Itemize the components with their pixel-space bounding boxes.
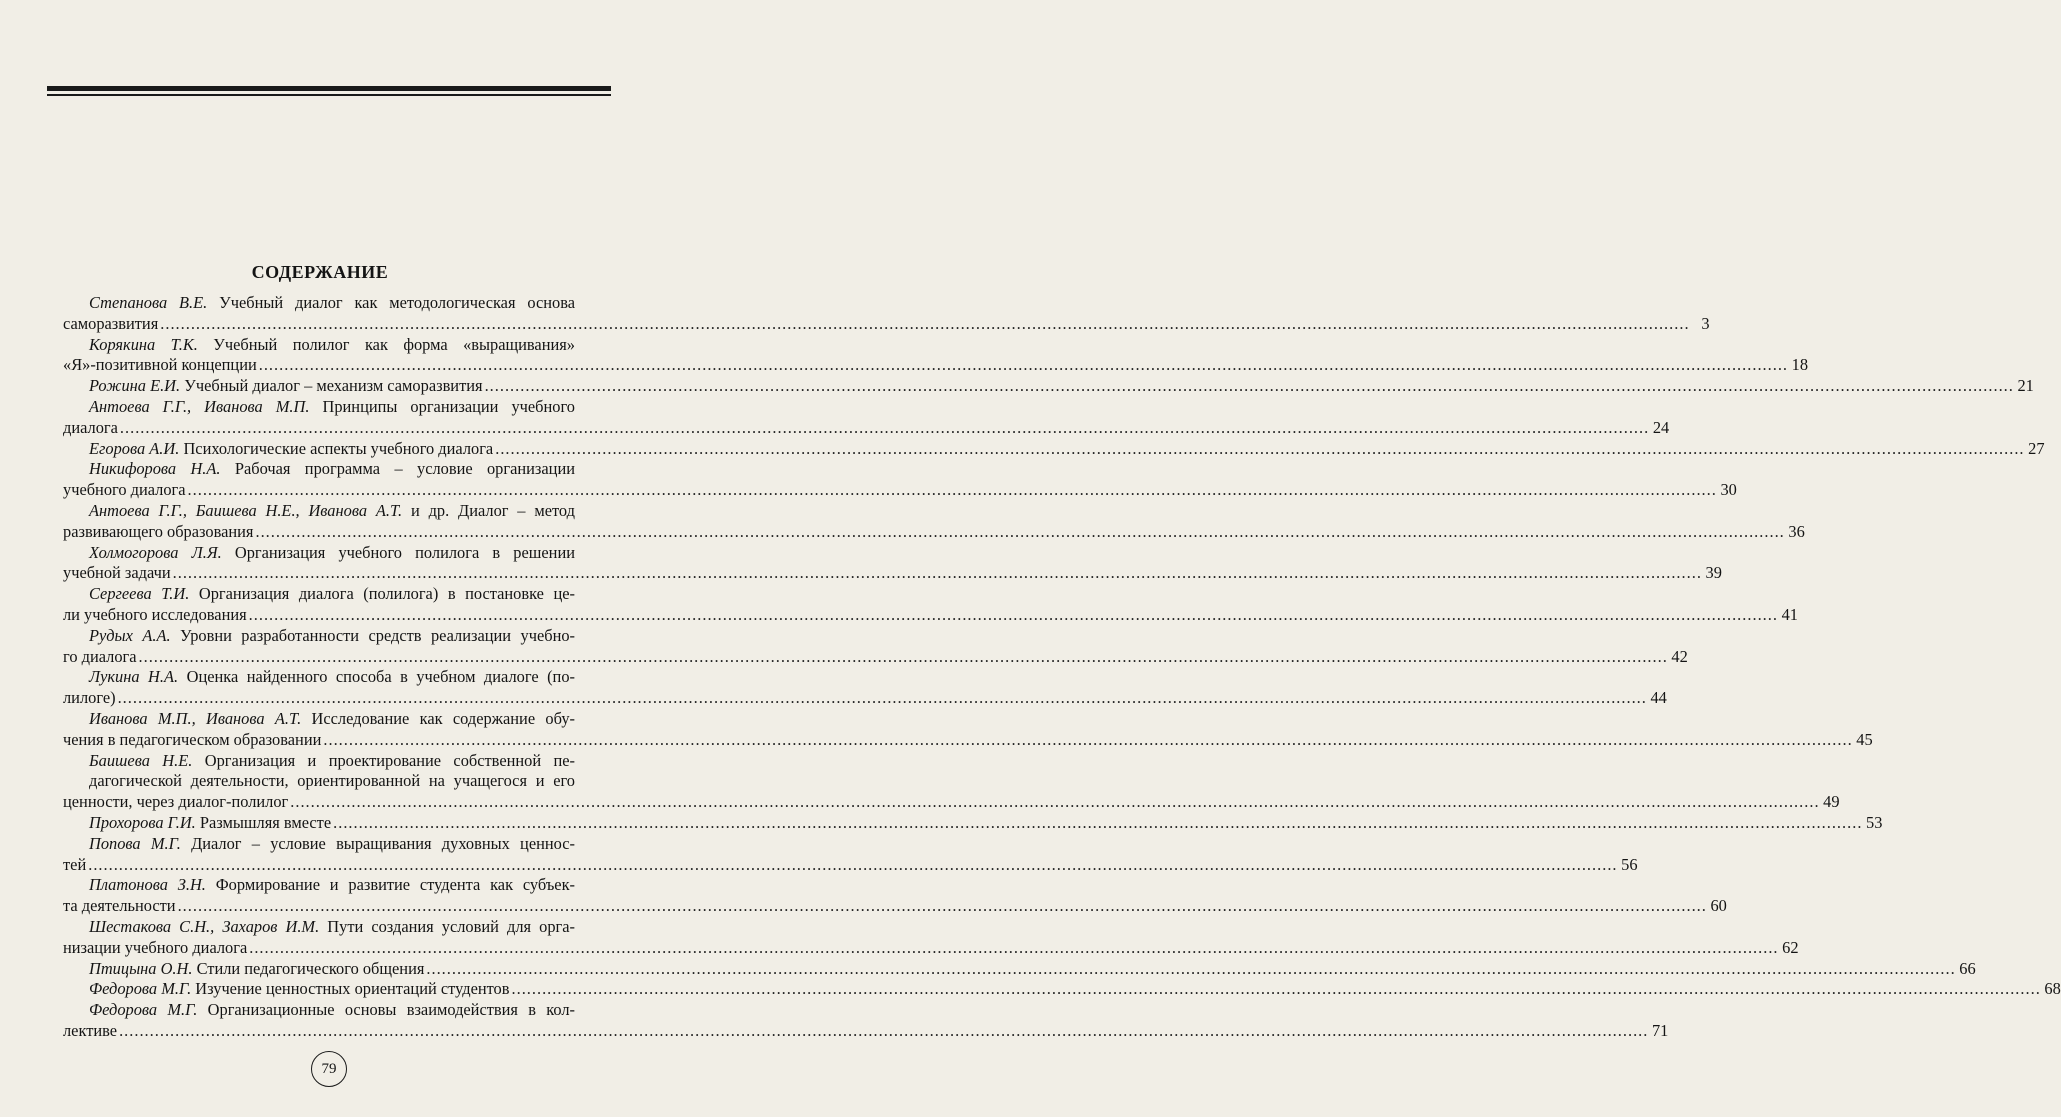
toc-entry-last-line (63, 958, 1976, 980)
toc-entry-line (63, 751, 575, 772)
toc-entry-text (63, 1021, 117, 1042)
toc-title-segment: Учебный диалог как методологическая основа (219, 293, 575, 312)
toc-page-number: 66 (1959, 958, 1976, 978)
toc-entry-last-line (63, 480, 1737, 501)
toc-title-segment: Учебный диалог – механизм саморазвития (184, 376, 483, 396)
toc-entry-line (63, 875, 575, 896)
toc-page-number: 62 (1782, 937, 1799, 957)
toc-author: Сергеева Т.И. (89, 584, 190, 604)
page-number-circle (311, 1051, 347, 1087)
toc-entry[interactable] (63, 500, 1805, 543)
toc-page-number: 56 (1621, 854, 1638, 874)
toc-page-number: 39 (1705, 563, 1722, 583)
toc-title-segment: и др. Диалог – метод (410, 500, 575, 520)
toc-entry-line (63, 543, 575, 564)
toc-author: Иванова М.П., Иванова А.Т. (89, 708, 302, 728)
toc-entry[interactable] (63, 396, 1670, 439)
toc-entry-last-line (63, 313, 1710, 335)
leader-dots: ............................................................................................................................................................................................................................................................................................................ (117, 688, 1647, 708)
toc-entry-text (63, 730, 321, 751)
toc-author: Рожина Е.И. (89, 376, 181, 396)
toc-entry-text (63, 522, 253, 543)
toc-entry-line (63, 834, 575, 855)
toc-title-segment: Рабочая программа – условие организации (234, 459, 575, 479)
toc-title-segment: учебного диалога (63, 480, 186, 500)
toc-page-number: 27 (2028, 438, 2045, 458)
toc-entry-line (63, 1000, 575, 1021)
toc-author: Егорова А.И. (89, 438, 180, 458)
toc-author: Попова М.Г. (89, 833, 181, 853)
toc-entry-last-line (63, 1020, 1669, 1042)
toc-entry[interactable] (63, 293, 1710, 335)
toc-entry-last-line (63, 937, 1799, 959)
toc-page-number: 45 (1856, 729, 1873, 749)
toc-entry-line (63, 709, 575, 730)
toc-author: Антоева Г.Г., Баишева Н.Е., Иванова А.Т. (89, 500, 403, 520)
page-number: 79 (321, 1060, 337, 1077)
toc-title-segment: Диалог – условие выращивания духовных ценнос- (191, 833, 575, 853)
leader-dots: ............................................................................................................................................................................................................................................................................................................ (172, 563, 1702, 583)
toc-page-number: 21 (2017, 376, 2034, 396)
toc-page-number: 44 (1650, 688, 1667, 708)
toc-title-segment: диалога (63, 417, 118, 437)
toc-entry-text (63, 314, 158, 335)
toc-entry-last-line (63, 521, 1805, 543)
toc-title-segment: ли учебного исследования (63, 604, 247, 624)
toc-author: Холмогорова Л.Я. (89, 542, 222, 562)
toc-entry-text (63, 792, 288, 813)
toc-entry-text (89, 959, 424, 980)
leader-dots: ............................................................................................................................................................................................................................................................................................................ (426, 958, 1956, 978)
toc-entry[interactable] (63, 750, 1840, 813)
toc-entry-line (63, 626, 575, 647)
toc-page-number: 60 (1710, 896, 1727, 916)
toc-entry-last-line (63, 563, 1722, 584)
toc-entry[interactable] (63, 438, 2045, 460)
toc-title-segment: чения в педагогическом образовании (63, 729, 322, 749)
toc-entry-last-line (63, 376, 2034, 397)
leader-dots: ............................................................................................................................................................................................................................................................................................................ (484, 376, 2014, 396)
toc-entry-text (89, 376, 483, 397)
toc-entry[interactable] (63, 916, 1799, 959)
toc-entry-text (89, 439, 493, 460)
leader-dots: ............................................................................................................................................................................................................................................................................................................ (160, 313, 1690, 333)
toc-title-segment: лективе (63, 1020, 118, 1040)
toc-entry[interactable] (63, 958, 1976, 980)
toc-entry-line (63, 667, 575, 688)
toc-author: Никифорова Н.А. (89, 459, 221, 479)
toc-entry[interactable] (63, 459, 1737, 501)
toc-entry-line (63, 335, 575, 356)
toc-author: Степанова В.Е. (89, 293, 208, 312)
leader-dots: ............................................................................................................................................................................................................................................................................................................ (258, 355, 1789, 375)
toc-title-segment: «Я»-позитивной концепции (63, 355, 257, 375)
toc-page-number: 41 (1781, 604, 1798, 624)
leader-dots: ............................................................................................................................................................................................................................................................................................................ (255, 521, 1785, 541)
toc-entry[interactable] (63, 667, 1667, 709)
toc-entry-text (63, 647, 137, 668)
toc-author: Птицына О.Н. (89, 958, 193, 978)
toc-entry-text (63, 938, 247, 959)
toc-entry-text (63, 855, 86, 876)
toc-entry[interactable] (63, 334, 1809, 377)
toc-entry-text (63, 355, 257, 376)
toc-entry-text (63, 688, 116, 709)
leader-dots: ............................................................................................................................................................................................................................................................................................................ (290, 792, 1820, 812)
toc-title-segment: дагогической деятельности, ориентированной на учащегося и его (89, 771, 575, 791)
toc-title-segment: го диалога (63, 646, 137, 666)
toc-entry[interactable] (63, 584, 1798, 626)
toc-page-number: 24 (1652, 417, 1670, 437)
toc-title-segment: Организация диалога (полилога) в постановке це- (198, 584, 575, 604)
toc-title-segment: Организация и проектирование собственной пе- (204, 750, 575, 770)
toc-entry-last-line (63, 812, 1883, 834)
toc-title-segment: Организационные основы взаимодействия в кол- (207, 1000, 575, 1020)
toc-title-segment: развивающего образования (63, 521, 254, 541)
leader-dots: ............................................................................................................................................................................................................................................................................................................ (495, 438, 2025, 458)
toc-page-number: 53 (1866, 812, 1883, 832)
toc-author: Платонова З.Н. (89, 875, 206, 895)
leader-dots: ............................................................................................................................................................................................................................................................................................................ (323, 729, 1853, 749)
toc-entry[interactable] (63, 625, 1688, 668)
toc-title-segment: Психологические аспекты учебного диалога (183, 438, 494, 458)
toc-entry-line (63, 584, 575, 605)
toc-entry-last-line (63, 896, 1727, 917)
toc-title-segment: Принципы организации учебного (322, 396, 575, 416)
toc-entry[interactable] (63, 812, 1883, 834)
toc-entry-last-line (63, 417, 1670, 439)
toc-entry-text (63, 480, 186, 501)
toc-title-segment: Стили педагогического общения (196, 958, 425, 978)
toc-title-segment: Исследование как содержание обу- (311, 708, 575, 728)
toc-entry-line (63, 771, 575, 792)
toc-entry-text (63, 563, 171, 584)
toc-entry-last-line (63, 979, 2061, 1000)
toc-entry-last-line (63, 688, 1667, 709)
toc-entry-text (63, 418, 118, 439)
toc-entry-text (89, 979, 510, 1000)
leader-dots: ............................................................................................................................................................................................................................................................................................................ (119, 1020, 1649, 1040)
toc-title-segment: Формирование и развитие студента как субъек- (215, 875, 575, 895)
toc-entry[interactable] (63, 833, 1638, 876)
table-of-contents (63, 293, 2061, 1042)
toc-entry-last-line (63, 438, 2045, 460)
toc-author: Федорова М.Г. (89, 979, 192, 999)
toc-author: Корякина Т.К. (89, 334, 198, 354)
leader-dots: ............................................................................................................................................................................................................................................................................................................ (248, 604, 1778, 624)
toc-title-segment: ценности, через диалог-полилог (63, 792, 289, 812)
leader-dots: ............................................................................................................................................................................................................................................................................................................ (333, 812, 1863, 832)
toc-author: Лукина Н.А. (89, 667, 179, 687)
toc-title-segment: Оценка найденного способа в учебном диалоге (по- (186, 667, 575, 687)
toc-entry-last-line (63, 646, 1688, 668)
leader-dots: ............................................................................................................................................................................................................................................................................................................ (119, 417, 1650, 437)
toc-entry[interactable] (63, 376, 2034, 397)
toc-title-segment: лилоге) (63, 688, 116, 708)
toc-page-number: 42 (1671, 646, 1688, 666)
toc-entry-last-line (63, 792, 1840, 813)
leader-dots: ............................................................................................................................................................................................................................................................................................................ (249, 937, 1779, 957)
leader-dots: ............................................................................................................................................................................................................................................................................................................ (187, 480, 1717, 500)
toc-author: Антоева Г.Г., Иванова М.П. (89, 396, 310, 416)
toc-entry-line (63, 917, 575, 938)
toc-author: Рудых А.А. (89, 625, 171, 645)
toc-entry-last-line (63, 604, 1798, 626)
header-rule-thin (47, 94, 611, 96)
toc-author: Прохорова Г.И. (89, 812, 196, 832)
toc-title-segment: Размышляя вместе (199, 812, 332, 832)
toc-author: Федорова М.Г. (89, 1000, 198, 1020)
toc-entry-text (63, 896, 176, 917)
toc-title-segment: Организация учебного полилога в решении (234, 542, 575, 562)
toc-title-segment: тей (63, 854, 87, 874)
toc-entry[interactable] (63, 708, 1873, 751)
toc-entry-last-line (63, 355, 1809, 376)
toc-title-segment: Учебный полилог как форма «выращивания» (213, 334, 575, 354)
toc-page-number: 30 (1720, 480, 1737, 500)
toc-title-segment: та деятельности (63, 896, 176, 916)
toc-author: Баишева Н.Е. (89, 750, 193, 770)
toc-page-number: 71 (1651, 1020, 1669, 1040)
toc-title-segment: Изучение ценностных ориентаций студентов (195, 979, 510, 999)
toc-entry-text (63, 605, 247, 626)
toc-entry-line (63, 501, 575, 522)
toc-title-segment: саморазвития (63, 313, 159, 333)
toc-title-segment: низации учебного диалога (63, 937, 248, 957)
toc-entry[interactable] (63, 542, 1722, 585)
toc-entry-last-line (63, 729, 1873, 751)
toc-page-number: 49 (1823, 792, 1840, 812)
toc-title-segment: учебной задачи (63, 563, 171, 583)
toc-entry-line (63, 293, 575, 314)
toc-page-number: 18 (1791, 355, 1809, 375)
leader-dots: ............................................................................................................................................................................................................................................................................................................ (138, 646, 1668, 666)
leader-dots: ............................................................................................................................................................................................................................................................................................................ (511, 979, 2041, 999)
toc-entry-last-line (63, 854, 1638, 876)
leader-dots: ............................................................................................................................................................................................................................................................................................................ (88, 854, 1618, 874)
toc-entry-line (63, 459, 575, 480)
toc-entry[interactable] (63, 875, 1727, 917)
toc-page-number: 3 (1701, 313, 1710, 333)
leader-dots: ............................................................................................................................................................................................................................................................................................................ (177, 896, 1707, 916)
toc-entry-text (89, 813, 331, 834)
header-rule-thick (47, 86, 611, 91)
toc-title-segment: Уровни разработанности средств реализации учебно- (180, 625, 575, 645)
toc-entry[interactable] (63, 979, 2061, 1000)
toc-page-number: 36 (1788, 521, 1805, 541)
toc-entry[interactable] (63, 1000, 1669, 1042)
page-title: СОДЕРЖАНИЕ (251, 262, 389, 282)
toc-author: Шестакова С.Н., Захаров И.М. (89, 916, 320, 936)
toc-title-segment: Пути создания условий для орга- (327, 916, 575, 936)
toc-page-number: 68 (2044, 979, 2061, 999)
toc-entry-line (63, 397, 575, 418)
